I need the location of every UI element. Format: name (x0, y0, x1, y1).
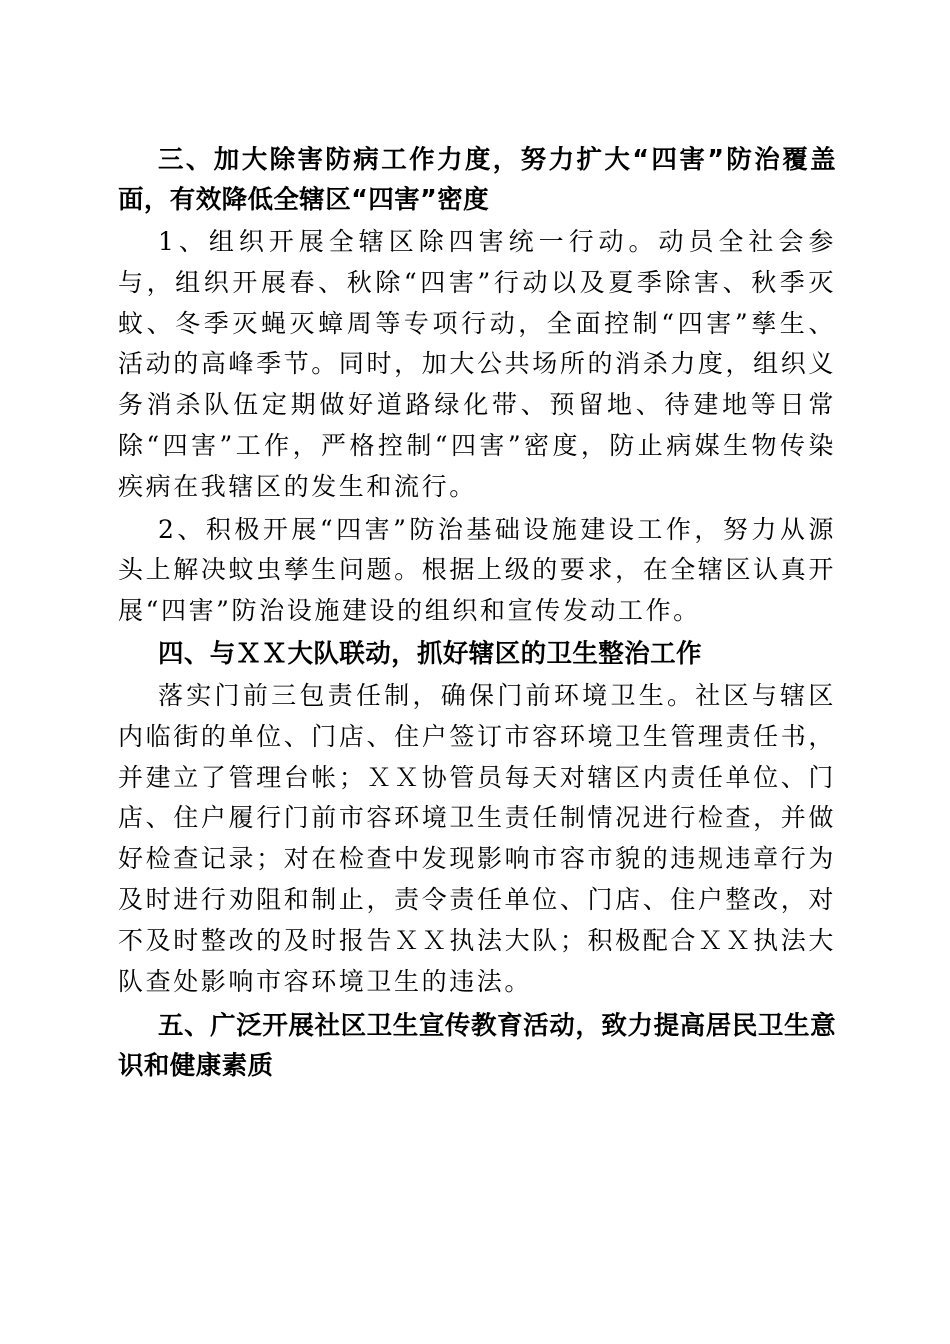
section-3-heading: 三、加大除害防病工作力度，努力扩大“四害”防治覆盖面，有效降低全辖区“四害”密度 (118, 145, 836, 215)
section-3-paragraph-2: 2、积极开展“四害”防治基础设施建设工作，努力从源头上解决蚊虫孳生问题。根据上级的要求，在全辖区认真开展“四害”防治设施建设的组织和宣传发动工作。 (118, 514, 836, 626)
section-4-paragraph-1: 落实门前三包责任制，确保门前环境卫生。社区与辖区内临街的单位、门店、住户签订市容环境卫生管理责任书，并建立了管理台帐；ＸＸ协管员每天对辖区内责任单位、门店、住户履行门前市容环境卫生责任制情况进行检查，并做好检查记录；对在检查中发现影响市容市貌的违规违章行为及时进行劝阻和制止，责令责任单位、门店、住户整改，对不及时整改的及时报告ＸＸ执法大队；积极配合ＸＸ执法大队查处影响市容环境卫生的违法。 (118, 680, 836, 996)
section-3-paragraph-1: 1、组织开展全辖区除四害统一行动。动员全社会参与，组织开展春、秋除“四害”行动以及夏季除害、秋季灭蚊、冬季灭蝇灭蟑周等专项行动，全面控制“四害”孳生、活动的高峰季节。同时，加大公共场所的消杀力度，组织义务消杀队伍定期做好道路绿化带、预留地、待建地等日常除“四害”工作，严格控制“四害”密度，防止病媒生物传染疾病在我辖区的发生和流行。 (118, 227, 836, 501)
section-4-heading: 四、与ＸＸ大队联动，抓好辖区的卫生整治工作 (158, 638, 702, 669)
section-5-heading: 五、广泛开展社区卫生宣传教育活动，致力提高居民卫生意识和健康素质 (118, 1011, 836, 1082)
document-body (118, 140, 836, 1086)
